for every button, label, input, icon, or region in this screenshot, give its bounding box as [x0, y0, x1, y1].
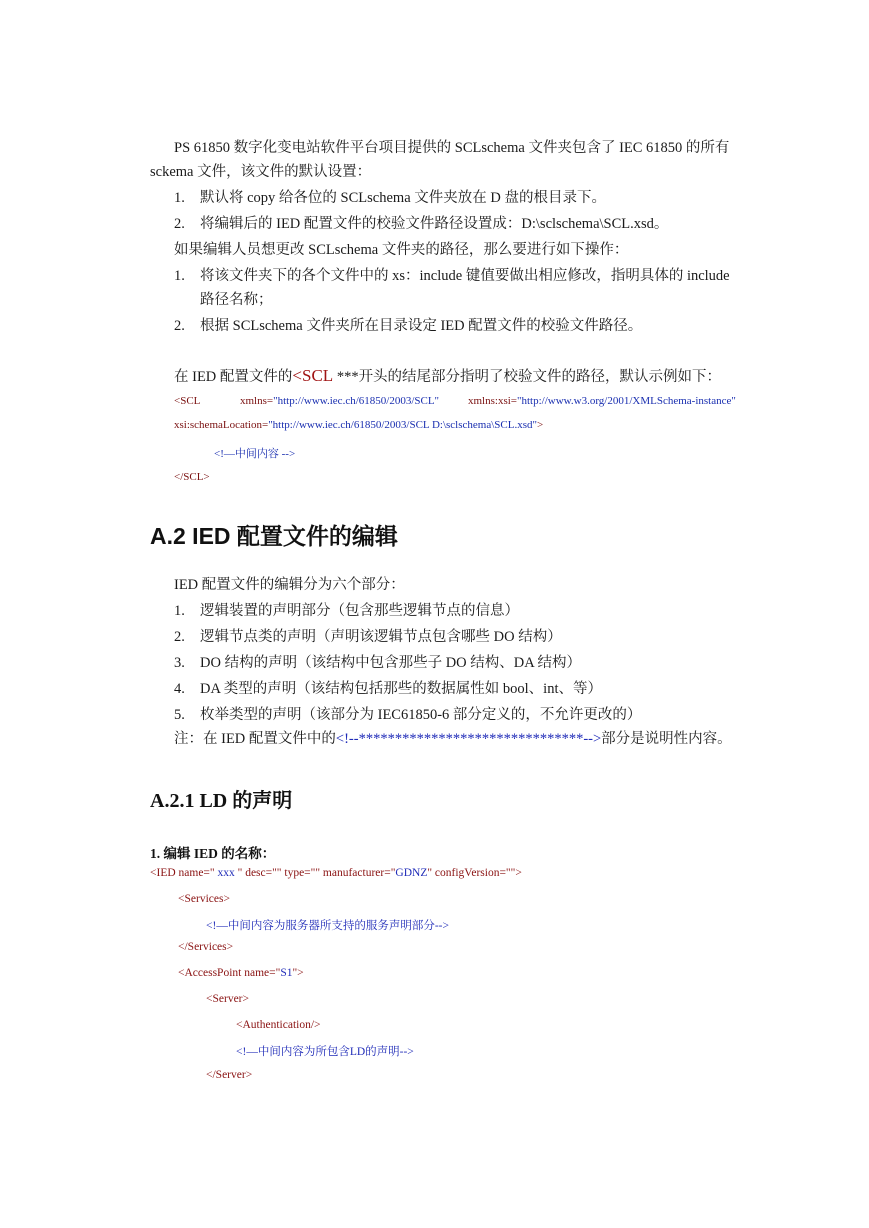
list-text: 默认将 copy 给各位的 SCLschema 文件夹放在 D 盘的根目录下。 — [200, 190, 606, 206]
section-heading-a2: A.2 IED 配置文件的编辑 — [150, 523, 398, 549]
list-text: 逻辑节点类的声明（声明该逻辑节点包含哪些 DO 结构） — [200, 629, 562, 645]
intro-line-2: sckema 文件，该文件的默认设置： — [150, 164, 372, 180]
note-prefix: 注：在 IED 配置文件中的 — [174, 731, 336, 747]
paragraph: IED 配置文件的编辑分为六个部分： — [174, 577, 405, 593]
code-scl-schema-location: xsi:schemaLocation="http://www.iec.ch/61850/2003/SCL D:\sclschema\SCL.xsd"> — [174, 419, 544, 431]
list-text: 逻辑装置的声明部分（包含那些逻辑节点的信息） — [200, 603, 519, 619]
code-scl-xsi: xmlns:xsi="http://www.w3.org/2001/XMLSchema-instance" — [468, 395, 736, 407]
code-scl-open: <SCL — [174, 395, 201, 407]
note-line — [174, 729, 732, 749]
list-text: 将该文件夹下的各个文件中的 xs：include 键值要做出相应修改，指明具体的 include — [200, 268, 730, 284]
list-item — [174, 266, 730, 286]
list-item — [174, 705, 641, 725]
code-scl-comment: <!—中间内容 --> — [214, 448, 296, 460]
section-heading-a21: A.2.1 LD 的声明 — [150, 790, 293, 812]
code-server-open: <Server> — [206, 993, 249, 1005]
list-number: 1. — [174, 190, 185, 206]
list-item — [174, 601, 519, 621]
list-number: 5. — [174, 707, 185, 723]
scl-note — [174, 366, 721, 387]
list-number: 3. — [174, 655, 185, 671]
paragraph: 如果编辑人员想更改 SCLschema 文件夹的路径，那么要进行如下操作： — [174, 242, 629, 258]
code-services-open: <Services> — [178, 893, 230, 905]
code-accesspoint-open: <AccessPoint name="S1"> — [178, 967, 304, 979]
scl-note-suffix: ***开头的结尾部分指明了校验文件的路径，默认示例如下： — [333, 369, 722, 385]
subheading: 1. 编辑 IED 的名称： — [150, 846, 276, 861]
list-item — [174, 679, 602, 699]
list-item — [174, 188, 606, 208]
list-number: 2. — [174, 629, 185, 645]
code-scl-close: </SCL> — [174, 471, 210, 483]
list-number: 1. — [174, 603, 185, 619]
code-ied-line: <IED name=" xxx " desc="" type="" manufacturer="GDNZ" configVersion=""> — [150, 867, 522, 879]
note-comment-tag: <!--*******************************--> — [335, 731, 602, 747]
list-text: DA 类型的声明（该结构包括那些的数据属性如 bool、int、等） — [200, 681, 602, 697]
code-authentication: <Authentication/> — [236, 1019, 321, 1031]
note-suffix: 部分是说明性内容。 — [601, 731, 732, 747]
list-number: 1. — [174, 268, 185, 284]
code-server-close: </Server> — [206, 1069, 253, 1081]
code-scl-xmlns: xmlns="http://www.iec.ch/61850/2003/SCL" — [240, 395, 440, 407]
list-text: 根据 SCLschema 文件夹所在目录设定 IED 配置文件的校验文件路径。 — [200, 318, 643, 334]
list-item — [174, 627, 562, 647]
list-number: 2. — [174, 216, 185, 232]
code-services-comment: <!—中间内容为服务器所支持的服务声明部分--> — [206, 920, 449, 932]
code-services-close: </Services> — [178, 941, 234, 953]
intro-line-1: PS 61850 数字化变电站软件平台项目提供的 SCLschema 文件夹包含了 IEC 61850 的所有 — [174, 140, 730, 156]
list-item-continuation: 路径名称； — [200, 292, 273, 308]
list-item — [174, 316, 642, 336]
list-text: 枚举类型的声明（该部分为 IEC61850-6 部分定义的，不允许更改的） — [200, 707, 642, 723]
list-number: 2. — [174, 318, 185, 334]
code-ld-comment: <!—中间内容为所包含LD的声明--> — [236, 1046, 414, 1058]
list-item — [174, 653, 581, 673]
list-text: 将编辑后的 IED 配置文件的校验文件路径设置成：D:\sclschema\SCL.xsd。 — [200, 216, 669, 232]
list-text: DO 结构的声明（该结构中包含那些子 DO 结构、DA 结构） — [200, 655, 582, 671]
list-number: 4. — [174, 681, 185, 697]
list-item — [174, 214, 668, 234]
scl-note-prefix: 在 IED 配置文件的 — [174, 369, 293, 385]
scl-note-tag: <SCL — [292, 366, 334, 385]
